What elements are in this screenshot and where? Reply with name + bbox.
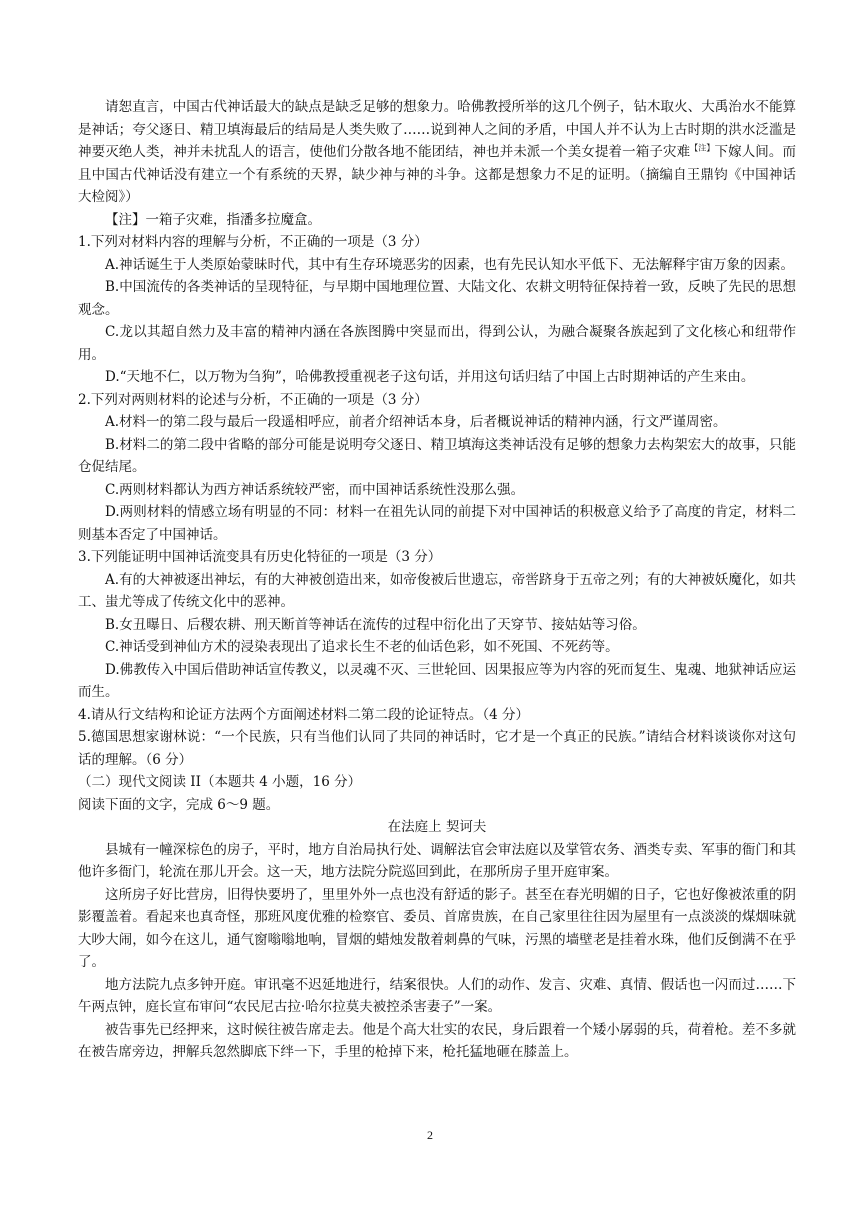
- option-c: C.神话受到神仙方术的浸染表现出了追求长生不老的仙话色彩，如不死国、不死药等。: [105, 639, 619, 655]
- page-number: 2: [427, 1128, 433, 1142]
- footnote-marker: 【注】: [690, 143, 715, 153]
- question-stem: 2.下列对两则材料的论述与分析，不正确的一项是（3 分）: [78, 391, 428, 408]
- option-d: D.“天地不仁，以万物为刍狗”，哈佛教授重视老子这句话，并用这句话归结了中国上古时期神话的产生来由。: [105, 369, 755, 385]
- footnote: 【注】一箱子灾难，指潘多拉魔盒。: [105, 211, 321, 228]
- option-a: A.神话诞生于人类原始蒙昧时代，其中有生存环境恶劣的因素，也有先民认知水平低下、无法解释宇宙万象的因素。: [105, 256, 795, 273]
- question-stem: 1.下列对材料内容的理解与分析，不正确的一项是（3 分）: [78, 234, 428, 250]
- option-d: D.佛教传入中国后借助神话宣传教义，以灵魂不灭、三世轮回、因果报应等为内容的死而复生、鬼魂、地狱神话应运而生。: [78, 661, 796, 700]
- question-1: [78, 231, 796, 389]
- story-paragraph: 县城有一幢深棕色的房子，平时，地方自治局执行处、调解法官会审法庭以及掌管农务、酒类专卖、军事的衙门和其他许多衙门，轮流在那儿开会。这一天，地方法院分院巡回到此，在那所房子里开庭审案。: [78, 841, 796, 880]
- material2-paragraph: [78, 96, 796, 209]
- option-c: C.龙以其超自然力及丰富的精神内涵在各族图腾中突显而出，得到公认，为融合凝聚各族起到了文化核心和纽带作用。: [78, 324, 796, 363]
- option-a: A.有的大神被逐出神坛，有的大神被创造出来，如帝俊被后世遗忘，帝喾跻身于五帝之列；有的大神被妖魔化，如共工、蚩尤等成了传统文化中的恶神。: [78, 571, 796, 610]
- story-paragraph: 被告事先已经押来，这时候往被告席走去。他是个高大壮实的农民，身后跟着一个矮小孱弱的兵，荷着枪。差不多就在被告席旁边，押解兵忽然脚底下绊一下，手里的枪掉下来，枪托猛地砸在膝盖上。: [78, 1021, 796, 1060]
- story-paragraph: 地方法院九点多钟开庭。审讯毫不迟延地进行，结案很快。人们的动作、发言、灾难、真情、假话也一闪而过……下午两点钟，庭长宣布审问“农民尼古拉·哈尔拉莫夫被控杀害妻子”一案。: [78, 976, 796, 1015]
- option-a: A.材料一的第二段与最后一段遥相呼应，前者介绍神话本身，后者概说神话的精神内涵，行文严谨周密。: [105, 414, 727, 430]
- option-b: B.女丑曝日、后稷农耕、刑天断首等神话在流传的过程中衍化出了天穿节、接姑姑等习俗。: [105, 616, 646, 633]
- section-instruction: 阅读下面的文字，完成 6～9 题。: [78, 796, 280, 813]
- option-d: D.两则材料的情感立场有明显的不同：材料一在祖先认同的前提下对中国神话的积极意义给予了高度的肯定，材料二则基本否定了中国神话。: [78, 504, 796, 543]
- section-heading: （二）现代文阅读 II（本题共 4 小题，16 分）: [78, 774, 362, 790]
- document-page: [78, 96, 796, 1064]
- question-2: [78, 389, 796, 547]
- story-title: 在法庭上 契诃夫: [387, 819, 487, 835]
- material2-text-b: 下嫁人间。而且中国古代神话没有建立一个有系统的天界，缺少神与神的斗争。这都是想象力不足的证明。（摘编自王鼎钧《中国神话大检阅》）: [78, 144, 797, 205]
- material2-text-a: 请恕直言，中国古代神话最大的缺点是缺乏足够的想象力。哈佛教授所举的这几个例子，钻木取火、大禹治水不能算是神话；夸父逐日、精卫填海最后的结局是人类失败了……说到神人之间的矛盾，中国人并不认为上古时期的洪水泛滥是神要灭绝人类，神并未扰乱人的语言，使他们分散各地不能团结，神也并未派一个美女提着一箱子灾难: [78, 99, 796, 160]
- story-paragraph: 这所房子好比营房，旧得快要坍了，里里外外一点也没有舒适的影子。甚至在春光明媚的日子，它也好像被浓重的阴影覆盖着。看起来也真奇怪，那班风度优雅的检察官、委员、首席贵族，在自己家里往往因为屋里有一点淡淡的煤烟味就大吵大闹，如今在这儿，通气窗嗡嗡地响，冒烟的蜡烛发散着刺鼻的气味，污黑的墙壁老是挂着水珠，他们反倒满不在乎了。: [78, 886, 796, 970]
- question-4: 4.请从行文结构和论证方法两个方面阐述材料二第二段的论证特点。（4 分）: [78, 706, 530, 723]
- option-b: B.中国流传的各类神话的呈现特征，与早期中国地理位置、大陆文化、农耕文明特征保持着一致，反映了先民的思想观念。: [78, 279, 796, 318]
- option-c: C.两则材料都认为西方神话系统较严密，而中国神话系统性没那么强。: [105, 481, 525, 498]
- question-5: 5.德国思想家谢林说：“一个民族，只有当他们认同了共同的神话时，它才是一个真正的民族。”请结合材料谈谈你对这句话的理解。（6 分）: [78, 729, 796, 768]
- question-stem: 3.下列能证明中国神话流变具有历史化特征的一项是（3 分）: [78, 549, 442, 565]
- question-3: [78, 546, 796, 704]
- option-b: B.材料二的第二段中省略的部分可能是说明夸父逐日、精卫填海这类神话没有足够的想象力去构架宏大的故事，只能仓促结尾。: [78, 436, 796, 475]
